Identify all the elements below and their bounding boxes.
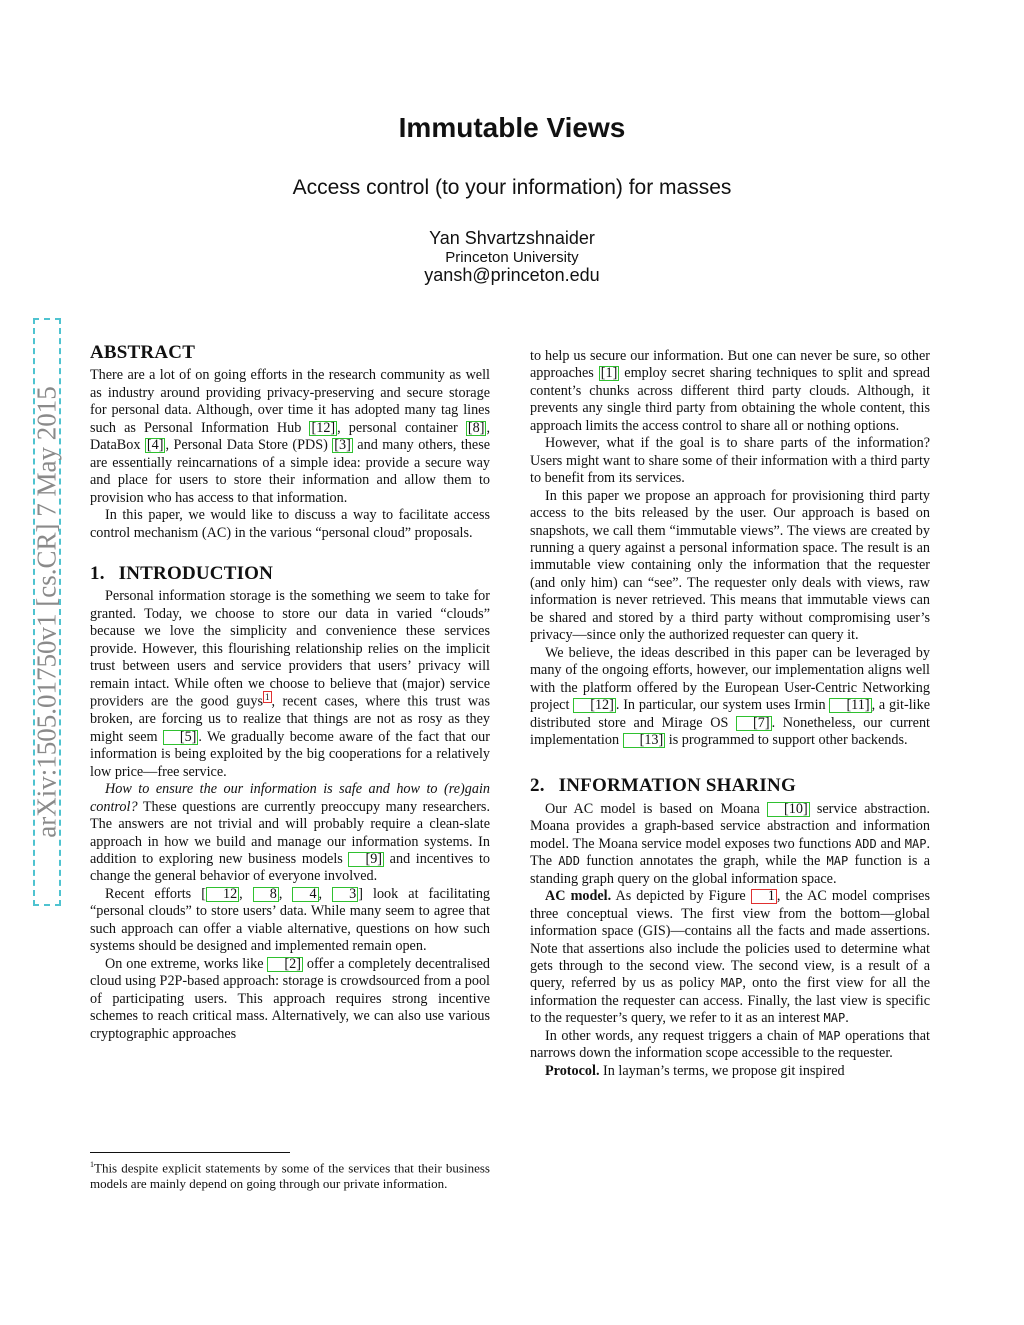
citation-1[interactable]: [1] (600, 365, 618, 382)
sharing-paragraph-1: Our AC model is based on Moana [10] service abstraction. Moana provides a graph-based service abstraction and information model. The Moana service model exposes two functions ADD and MAP. The ADD function annotates the graph, while the MAP function is a standing graph query on the global information space. (530, 800, 930, 887)
citation-5[interactable]: [5] (163, 730, 199, 745)
citation-4b[interactable]: 4 (292, 887, 318, 902)
citation-10[interactable]: [10] (767, 802, 810, 817)
footnote-mark: 1 (90, 1160, 94, 1169)
citation-11[interactable]: [11] (829, 698, 871, 713)
sharing-paragraph-2: AC model. As depicted by Figure 1 , the AC model comprises three conceptual views. The first view from the bottom—global information space (GIS)—contains all the facts and made assertions. Note that assertions also include the policies used to determine what gets through to the second view. The second view, is a result of a query, referred by us as policy MAP, onto the first view for all the information the requester can access. Finally, the last view is specific to the requester’s query, we refer to it as an interest MAP. (530, 888, 930, 1027)
arxiv-stamp[interactable]: arXiv:1505.01750v1 [cs.CR] 7 May 2015 (31, 386, 62, 838)
information-sharing-heading: 2. INFORMATION SHARING (530, 775, 796, 797)
abstract-heading: ABSTRACT (90, 342, 196, 363)
right-column (530, 348, 930, 1080)
sharing-paragraph-4: Protocol. In layman’s terms, we propose git inspired (545, 1062, 845, 1079)
citation-12b[interactable]: 12 (206, 887, 239, 902)
footnote-1-ref[interactable]: 1 (265, 692, 270, 703)
intro-paragraph-1: Personal information storage is the something we seem to take for granted. Today, we choose to store our data in varied “clouds” because we love the simplicity and convenience these services provide. However, this flourishing relationship relies on the implicit trust between users and service providers that users’ privacy will remain intact. While often we choose to believe that (major) service providers are the good guys $^1$ , recent cases, where this trust was broken, are forcing us to realize that things are not as rosy as they might seem [5] . We gradually become aware of the fact that our information is being exploited by the big cooperations for a relatively low price—free service. (90, 588, 490, 780)
left-column (90, 344, 490, 1043)
intro-paragraph-7: We believe, the ideas described in this paper can be leveraged by many of the ongoing efforts, however, our implementation aligns well with the platform offered by the European User-Centric Networking project [12] . In particular, our system uses Irmin [11] , a git-like distributed store and Mirage OS [7] . Nonetheless, our current implementation [13] is programmed to support other backends. (530, 644, 930, 748)
sharing-paragraph-3: In other words, any request triggers a chain of MAP operations that narrows down the information scope accessible to the requester. (530, 1027, 930, 1062)
citation-9[interactable]: [9] (348, 852, 384, 867)
abstract-paragraph-1: There are a lot of on going efforts in the research community as well as industry around providing privacy-preserving and secure storage for personal data. Although, over time it has adopted many tag lines such as Personal Information Hub [12] , personal container [8] , DataBox [4] , Personal Data Store (PDS) [3] and many others, these are essentially reincarnations of a simple idea: provide a secure way and place for users to store their information and allow them to provision who has access to that information. (90, 367, 491, 506)
intro-paragraph-4-cont: to help us secure our information. But one can never be sure, so other approaches [1] employ secret sharing techniques to split and spread content’s chunks across different third party clouds. Although, it prevents any single third party from obtaining the whole content, this approach limits the access control to share all or nothing options. (530, 348, 930, 434)
author-name: Yan Shvartzshnaider (429, 228, 595, 248)
citation-7[interactable]: [7] (736, 716, 772, 731)
citation-12[interactable]: [12] (311, 419, 336, 436)
author-email: yansh@princeton.edu (424, 265, 600, 285)
paper-title: Immutable Views (398, 112, 626, 143)
citation-4[interactable]: [4] (146, 437, 164, 454)
introduction-heading: 1. INTRODUCTION (90, 562, 274, 584)
intro-paragraph-2: How to ensure the our information is safe and how to (re)gain control? These questions are currently preoccupy many researchers. The answers are not trivial and will probably require a clean-slate approach in how we build and manage our information systems. In addition to exploring new business models [9] and incentives to change the general behavior of everyone involved. (90, 781, 490, 885)
citation-3b[interactable]: 3 (332, 887, 358, 902)
citation-13[interactable]: [13] (623, 733, 666, 748)
citation-8b[interactable]: 8 (253, 887, 279, 902)
intro-paragraph-3: Recent efforts [ 12 , 8 , 4 , 3 ] look at facilitating “personal clouds” to store users’ data. While many seem to agree that such approach can offer a viable alternative, questions on how such systems should be designed and implemented remain open. (90, 885, 491, 955)
author-affiliation: Princeton University (445, 249, 579, 266)
intro-paragraph-6: In this paper we propose an approach for provisioning third party access to the bits released by the user. Our approach is based on snapshots, we call them “immutable views”. The views are created by running a query against a personal information space. The result is an immutable view containing only the information that the requester (and only him) can “see”. The requester only deals with views, raw information is never retrieved. This means that immutable views can be shared and stored by a third party without compromising user’s privacy—since only the authorized requester can query it. (530, 487, 930, 644)
intro-paragraph-4: On one extreme, works like [2] offer a completely decentralised cloud using P2P-based approach: storage is crowdsourced from a pool of participating users. This approach requires strong incentive schemes to reach critical mass. Alternatively, we can also use various cryptographic approaches (90, 955, 490, 1042)
paper-subtitle: Access control (to your information) for masses (292, 176, 732, 199)
citation-8[interactable]: [8] (467, 419, 485, 436)
figure-1-ref[interactable]: 1 (751, 889, 777, 904)
citation-2[interactable]: [2] (267, 957, 303, 972)
abstract-paragraph-2: In this paper, we would like to discuss a way to facilitate access control mechanism (AC) in the various “personal cloud” proposals. (90, 507, 490, 541)
footnote-text: This despite explicit statements by some of the services that their business models are mainly depend on going through our private information. (90, 1160, 490, 1191)
citation-3[interactable]: [3] (334, 437, 351, 454)
footnote-rule (90, 1152, 290, 1153)
citation-12c[interactable]: [12] (573, 698, 616, 713)
footnote (90, 1152, 490, 1191)
intro-paragraph-5: However, what if the goal is to share parts of the information? Users might want to share some of their information with a third party to benefit from its services. (530, 435, 930, 487)
